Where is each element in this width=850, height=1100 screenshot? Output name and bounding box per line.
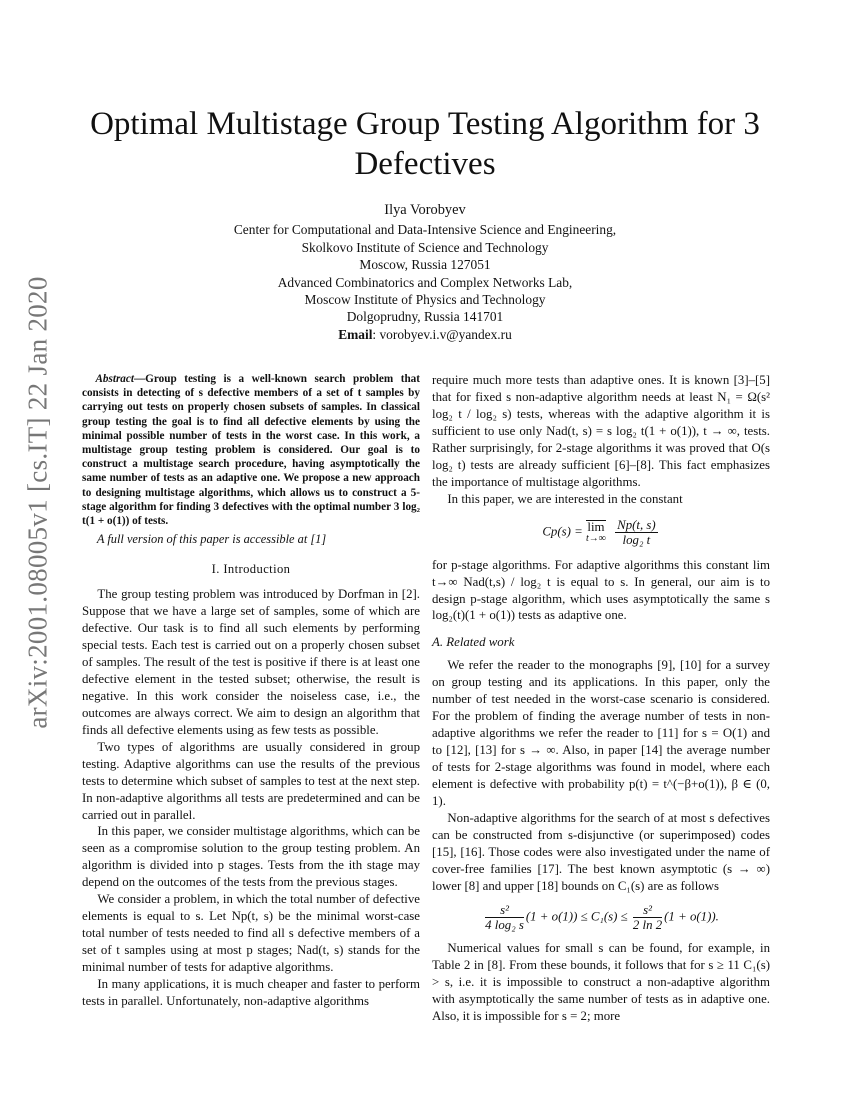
limsup-operator — [586, 520, 606, 544]
paragraph: Numerical values for small s can be found, for example, in Table 2 in [8]. From these bounds, it follows that for s ≥ 11 C₁(s) > s, i.e. it is impossible to construct a non-adaptive algorithm with asymptotically the same number of tests as in adaptive one. Also, it is impossible for s = 2; more — [432, 940, 770, 1023]
full-version-note: A full version of this paper is accessible at [1] — [96, 532, 327, 547]
equation-cp — [432, 518, 770, 547]
paragraph: for p-stage algorithms. For adaptive algorithms this constant lim t→∞ Nad(t,s) / log₂ t is equal to s. In general, our aim is to design p-stage algorithm, which uses asymptotically the same s log₂(t)(1 + o(1)) tests as adaptive one. — [432, 557, 770, 623]
email-address[interactable]: : vorobyev.i.v@yandex.ru — [372, 326, 512, 342]
limsup-symbol: lim — [587, 520, 605, 535]
author-block — [100, 202, 750, 343]
bounds-lhs-fraction — [485, 903, 524, 932]
paragraph: require much more tests than adaptive ones. It is known [3]–[5] that for fixed s non-adaptive algorithm needs at least N₁ = Ω(s² log₂ t / log₂ s) tests, whereas with the adaptive algorithm it is sufficient to use only Nad(t, s) = s log₂ t(1 + o(1)), t → ∞, tests. Rather surprisingly, for 2-stage algorithms it was proved that O(s log₂ t) tests are already sufficient [6]–[8]. This fact emphasizes the importance of multistage algorithms. — [432, 373, 770, 489]
arxiv-identifier — [14, 275, 62, 729]
affiliation-line: Moscow, Russia 127051 — [359, 257, 491, 273]
equation-cp-lhs: Cp(s) = — [542, 524, 586, 539]
paragraph: Two types of algorithms are usually considered in group testing. Adaptive algorithms can use the results of the previous tests to determine which subset of samples to test at the next step. In non-adaptive algorithms all tests are predetermined and can be carried out in parallel. — [82, 739, 420, 822]
paragraph: In many applications, it is much cheaper and faster to perform tests in parallel. Unfortunately, non-adaptive algorithms — [82, 977, 420, 1009]
left-column — [82, 372, 420, 1010]
affiliation-line: Moscow Institute of Physics and Technology — [304, 292, 546, 308]
bounds-rhs-numerator: s² — [633, 903, 662, 918]
affiliation-line: Advanced Combinatorics and Complex Networks Lab, — [277, 274, 573, 290]
paragraph: The group testing problem was introduced by Dorfman in [2]. Suppose that we have a large set of samples, some of which are defective. Our task is to find all such elements by performing special tests. Each test is carried out on a properly chosen subset of samples. The result of the test is positive if there is at least one defective element in the tested subset; otherwise, the result is negative. In this work consider the noiseless case, i.e., the outcomes are always correct. We aim to design an algorithm that finds all defective elements using as few tests as possible. — [82, 587, 420, 737]
affiliation-line: Skolkovo Institute of Science and Technology — [301, 239, 549, 255]
limsup-subscript: t→∞ — [585, 533, 606, 545]
equation-cp-numerator: Np(t, s) — [617, 517, 656, 532]
abstract-label: Abstract — [95, 373, 134, 385]
bounds-tail: (1 + o(1)). — [664, 909, 719, 924]
author-name: Ilya Vorobyev — [384, 202, 466, 218]
bounds-lhs-numerator: s² — [485, 903, 524, 918]
arxiv-identifier-text: arXiv:2001.08005v1 [cs.IT] 22 Jan 2020 — [22, 275, 53, 729]
paragraph: In this paper, we are interested in the constant — [447, 491, 683, 506]
bounds-lhs-denominator: 4 log₂ s — [485, 917, 524, 932]
affiliation-line: Center for Computational and Data-Intensive Science and Engineering, — [233, 222, 617, 238]
affiliation-line: Dolgoprudny, Russia 141701 — [346, 309, 504, 325]
paragraph: We refer the reader to the monographs [9], [10] for a survey on group testing and its applications. In this paper, only the number of test needed in the worst-case scenario is considered. For the problem of finding the average number of tests in non-adaptive algorithms we refer the reader to [11] for s = O(1) and to [12], [13] for s → ∞. Also, in paper [14] the average number of tests for 2-stage algorithms was found in model, where each element is defective with probability p(t) = t^(−β+o(1)), β ∈ (0, 1). — [432, 658, 770, 809]
bounds-middle: (1 + o(1)) ≤ C₁(s) ≤ — [525, 909, 631, 924]
paragraph: Non-adaptive algorithms for the search of at most s defectives can be constructed from s-disjunctive (or superimposed) codes [15], [16]. Those codes were also investigated under the name of cover-free families [17]. The best known asymptotic (s → ∞) lower [8] and upper [18] bounds on C₁(s) are as follows — [432, 810, 770, 893]
paragraph: In this paper, we consider multistage algorithms, which can be seen as a compromise solution to the group testing problem. An algorithm is divided into p stages. Tests from the ith stage may depend on the outcomes of the tests from the previous stages. — [82, 824, 420, 890]
section-heading-introduction: I. Introduction — [211, 562, 291, 577]
bounds-rhs-denominator: 2 ln 2 — [632, 917, 663, 932]
equation-cp-fraction — [615, 518, 658, 547]
abstract — [82, 372, 420, 528]
right-column — [432, 372, 770, 1025]
email-label: Email — [338, 326, 373, 342]
email-line — [100, 326, 750, 343]
abstract-text: —Group testing is a well-known search problem that consists in detecting of s defective members of a set of t samples by carrying out tests on properly chosen subsets of samples. In classical group testing the goal is to find all defective elements by using the minimal possible number of tests in the worst case. In this work, a multistage group testing problem is considered. Our goal is to construct a multistage search procedure, having asymptotically the same number of tests as an adaptive one. We propose a new approach to designing multistage algorithms, which allows us to construct a 5-stage algorithm for finding 3 defectives with the optimal number 3 log₂ t(1 + o(1)) of tests. — [82, 373, 420, 528]
paragraph: We consider a problem, in which the total number of defective elements is equal to s. Let Np(t, s) be the minimal worst-case total number of tests needed to find all s defective members of a set of t samples using at most p stages; Nad(t, s) stands for the minimal number of tests for adaptive algorithms. — [82, 892, 420, 975]
paper-title: Optimal Multistage Group Testing Algorithm for 3 Defectives — [90, 106, 760, 182]
equation-bounds — [432, 903, 770, 932]
subsection-heading-related-work: A. Related work — [432, 635, 515, 650]
equation-cp-denominator: log₂ t — [622, 532, 651, 547]
bounds-rhs-fraction — [633, 903, 662, 932]
